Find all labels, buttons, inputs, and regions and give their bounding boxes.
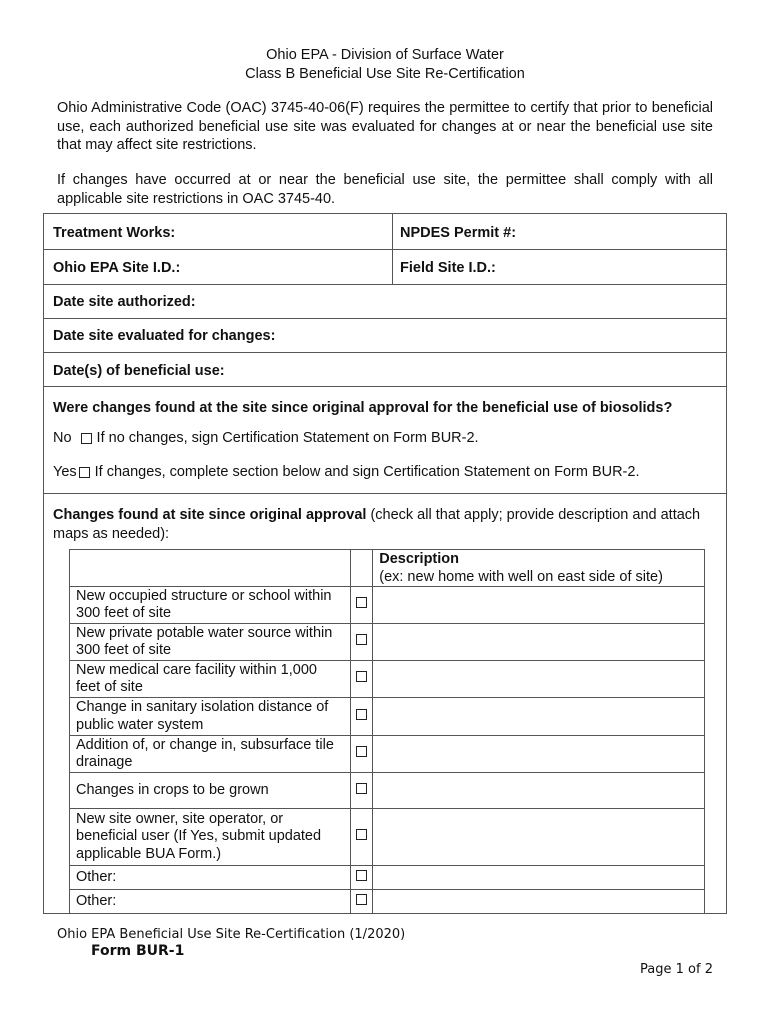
footer-form-id: Form BUR-1 <box>91 943 185 959</box>
change-label: New occupied structure or school within 300 feet of site <box>70 587 351 624</box>
no-instruction: If no changes, sign Certification Statement on Form BUR-2. <box>96 430 479 446</box>
changes-table-header <box>70 550 705 587</box>
change-checkbox[interactable] <box>356 634 367 645</box>
change-label: Other: <box>70 890 351 914</box>
changes-heading-rest: (check all that apply; provide description and attach maps as needed): <box>53 507 701 542</box>
treatment-works-field[interactable]: Treatment Works: <box>53 225 176 241</box>
description-cell[interactable] <box>373 661 705 698</box>
change-label: Other: <box>70 866 351 890</box>
page-title-line2: Class B Beneficial Use Site Re-Certification <box>245 66 525 82</box>
npdes-permit-field[interactable]: NPDES Permit #: <box>400 225 517 241</box>
date-authorized-field[interactable]: Date site authorized: <box>53 294 196 310</box>
changes-heading <box>53 506 713 543</box>
description-cell[interactable] <box>373 587 705 624</box>
change-checkbox[interactable] <box>356 829 367 840</box>
page-title-line1: Ohio EPA - Division of Surface Water <box>266 47 504 63</box>
date-evaluated-field[interactable]: Date site evaluated for changes: <box>53 328 276 344</box>
change-checkbox[interactable] <box>356 597 367 608</box>
change-label: Change in sanitary isolation distance of public water system <box>70 698 351 736</box>
change-label: New private potable water source within 300 feet of site <box>70 624 351 661</box>
change-label: Changes in crops to be grown <box>70 773 351 809</box>
table-row <box>70 736 705 773</box>
change-checkbox[interactable] <box>356 709 367 720</box>
table-row <box>70 698 705 736</box>
change-checkbox[interactable] <box>356 746 367 757</box>
changes-heading-bold: Changes found at site since original approval <box>53 507 367 523</box>
yes-checkbox[interactable] <box>79 467 90 478</box>
field-site-id-field[interactable]: Field Site I.D.: <box>400 260 496 276</box>
yes-instruction: If changes, complete section below and sign Certification Statement on Form BUR-2. <box>94 464 640 480</box>
dates-beneficial-use-field[interactable]: Date(s) of beneficial use: <box>53 363 225 379</box>
table-row <box>70 809 705 866</box>
intro-paragraph-1: Ohio Administrative Code (OAC) 3745-40-06(F) requires the permittee to certify that prior to beneficial use, each authorized beneficial use site was evaluated for changes at or near the beneficial use site that may affect site restrictions. <box>57 100 713 153</box>
change-label: Addition of, or change in, subsurface tile drainage <box>70 736 351 773</box>
change-checkbox[interactable] <box>356 783 367 794</box>
description-cell[interactable] <box>373 866 705 890</box>
table-row <box>70 866 705 890</box>
table-row <box>70 587 705 624</box>
description-cell[interactable] <box>373 809 705 866</box>
change-label: New site owner, site operator, or beneficial user (If Yes, submit updated applicable BUA Form.) <box>70 809 351 866</box>
description-cell[interactable] <box>373 624 705 661</box>
description-cell[interactable] <box>373 698 705 736</box>
changes-question: Were changes found at the site since original approval for the beneficial use of biosolids? <box>53 400 673 416</box>
change-checkbox[interactable] <box>356 870 367 881</box>
description-cell[interactable] <box>373 773 705 809</box>
footer-form-title: Ohio EPA Beneficial Use Site Re-Certification (1/2020) <box>57 927 406 942</box>
description-cell[interactable] <box>373 736 705 773</box>
change-label: New medical care facility within 1,000 feet of site <box>70 661 351 698</box>
change-checkbox[interactable] <box>356 671 367 682</box>
description-example: (ex: new home with well on east side of site) <box>379 568 663 585</box>
form-box <box>43 213 727 914</box>
no-option <box>53 430 479 446</box>
description-header: Description <box>379 551 459 567</box>
site-id-field[interactable]: Ohio EPA Site I.D.: <box>53 260 181 276</box>
intro-paragraph-2: If changes have occurred at or near the beneficial use site, the permittee shall comply with all applicable site restrictions in OAC 3745-40. <box>57 172 713 207</box>
no-checkbox[interactable] <box>81 433 92 444</box>
no-label: No <box>53 430 72 446</box>
yes-option <box>53 464 639 480</box>
table-row <box>70 773 705 809</box>
page-number: Page 1 of 2 <box>640 962 713 977</box>
yes-label: Yes <box>53 464 77 480</box>
table-row <box>70 890 705 914</box>
changes-table <box>69 549 705 914</box>
table-row <box>70 624 705 661</box>
table-row <box>70 661 705 698</box>
change-checkbox[interactable] <box>356 894 367 905</box>
description-cell[interactable] <box>373 890 705 914</box>
